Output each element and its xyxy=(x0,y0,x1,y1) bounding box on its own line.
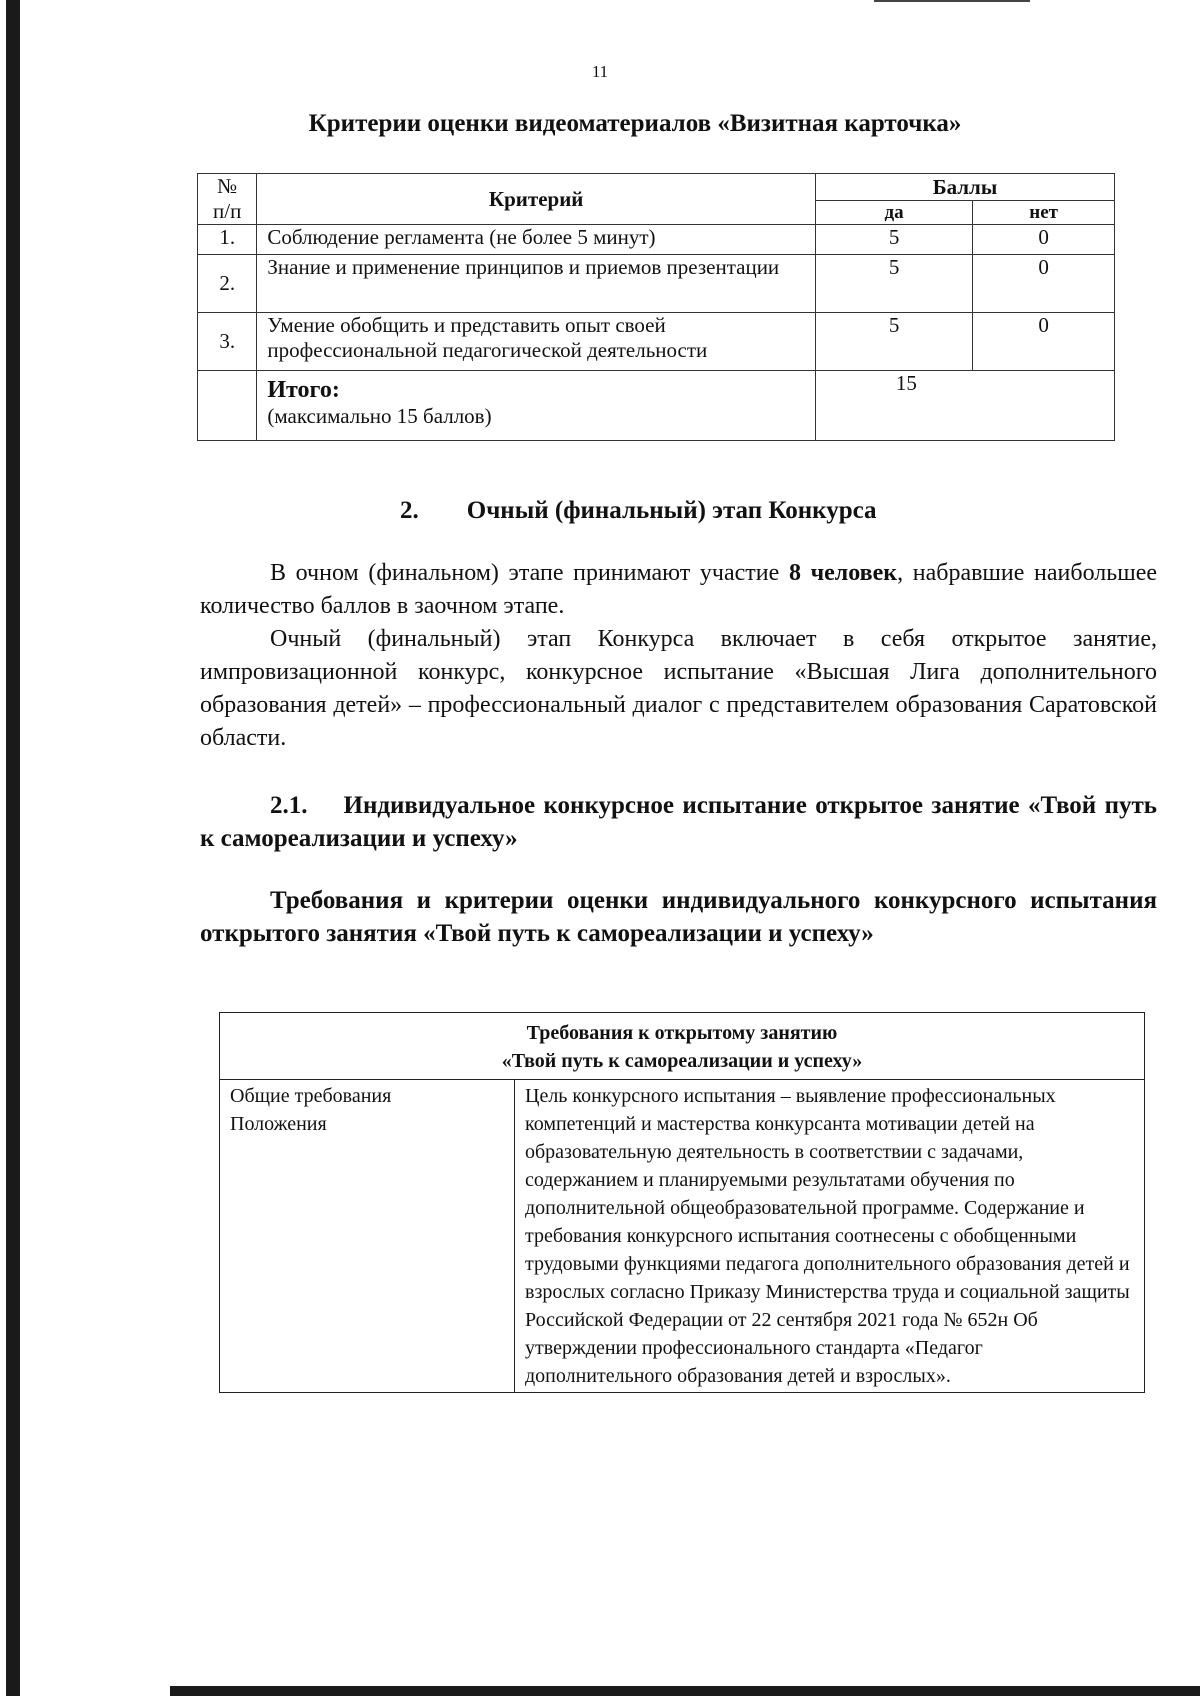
row-yes: 5 xyxy=(815,313,972,371)
row-criterion: Знание и применение принципов и приемов презентации xyxy=(257,255,816,313)
section-2-number: 2. xyxy=(400,497,419,524)
table-row-total xyxy=(198,371,1115,441)
scan-edge-left xyxy=(6,0,20,1696)
table-row xyxy=(198,225,1115,255)
total-note: (максимально 15 баллов) xyxy=(267,404,492,428)
paragraph-2: Очный (финальный) этап Конкурса включает в себя открытое занятие, импровизационной конкурс, конкурсное испытание «Высшая Лига дополнительного образования детей» – профессиональный диалог с представителем образования Саратовской области. xyxy=(200,626,1157,751)
header-num: № п/п xyxy=(198,174,257,225)
requirements-table xyxy=(219,1012,1145,1393)
page-number: 11 xyxy=(591,62,609,81)
header-criterion: Критерий xyxy=(257,174,816,225)
total-cell xyxy=(257,371,816,441)
row-num: 2. xyxy=(198,255,257,313)
section-2-1-number: 2.1. xyxy=(270,792,308,819)
table-row xyxy=(198,313,1115,371)
section-2-title: Очный (финальный) этап Конкурса xyxy=(466,497,877,524)
table-row xyxy=(198,255,1115,313)
header-yes: да xyxy=(815,201,972,225)
requirements-right-cell: Цель конкурсного испытания – выявление профессиональных компетенций и мастерства конкурсанта мотивации детей на образовательную деятельность в соответствии с задачами, содержанием и планируемыми результатами обучения по дополнительной общеобразовательной программе. Содержание и требования конкурсного испытания соотнесены с обобщенными трудовыми функциями педагога дополнительного образования детей и взрослых согласно Приказу Министерства труда и социальной защиты Российской Федерации от 22 сентября 2021 года № 652н Об утверждении профессионального стандарта «Педагог дополнительного образования детей и взрослых». xyxy=(515,1080,1145,1393)
row-criterion: Соблюдение регламента (не более 5 минут) xyxy=(257,225,816,255)
header-no: нет xyxy=(973,201,1115,225)
row-criterion: Умение обобщить и представить опыт своей профессиональной педагогической деятельности xyxy=(257,313,816,371)
scan-edge-top xyxy=(874,0,1030,2)
row-no: 0 xyxy=(973,313,1115,371)
row-yes: 5 xyxy=(815,225,972,255)
criteria-table xyxy=(197,173,1115,441)
header-points: Баллы xyxy=(815,174,1114,201)
row-no: 0 xyxy=(973,255,1115,313)
requirements-heading: Требования и критерии оценки индивидуального конкурсного испытания открытого занятия «Твой путь к самореализации и успеху» xyxy=(200,887,1157,947)
section-2-1-heading xyxy=(200,789,1157,855)
total-value: 15 xyxy=(895,371,917,395)
section-2-1-title: Индивидуальное конкурсное испытание открытое занятие «Твой путь к самореализации и успеху» xyxy=(200,792,1157,852)
scan-edge-bottom xyxy=(170,1686,1200,1696)
section-2-heading xyxy=(400,497,877,525)
row-num: 3. xyxy=(198,313,257,371)
total-label: Итого: xyxy=(267,377,340,403)
requirements-left-cell: Общие требования Положения xyxy=(220,1080,515,1393)
participants-count: 8 человек xyxy=(788,560,898,586)
requirements-table-header: Требования к открытому занятию «Твой путь к самореализации и успеху» xyxy=(220,1013,1145,1080)
paragraph-1: В очном (финальном) этапе принимают участие 8 человек, набравшие наибольшее количество баллов в заочном этапе. xyxy=(200,560,1158,619)
criteria-title: Критерии оценки видеоматериалов «Визитная карточка» xyxy=(308,110,962,137)
row-yes: 5 xyxy=(815,255,972,313)
row-no: 0 xyxy=(973,225,1115,255)
row-num: 1. xyxy=(198,225,257,255)
